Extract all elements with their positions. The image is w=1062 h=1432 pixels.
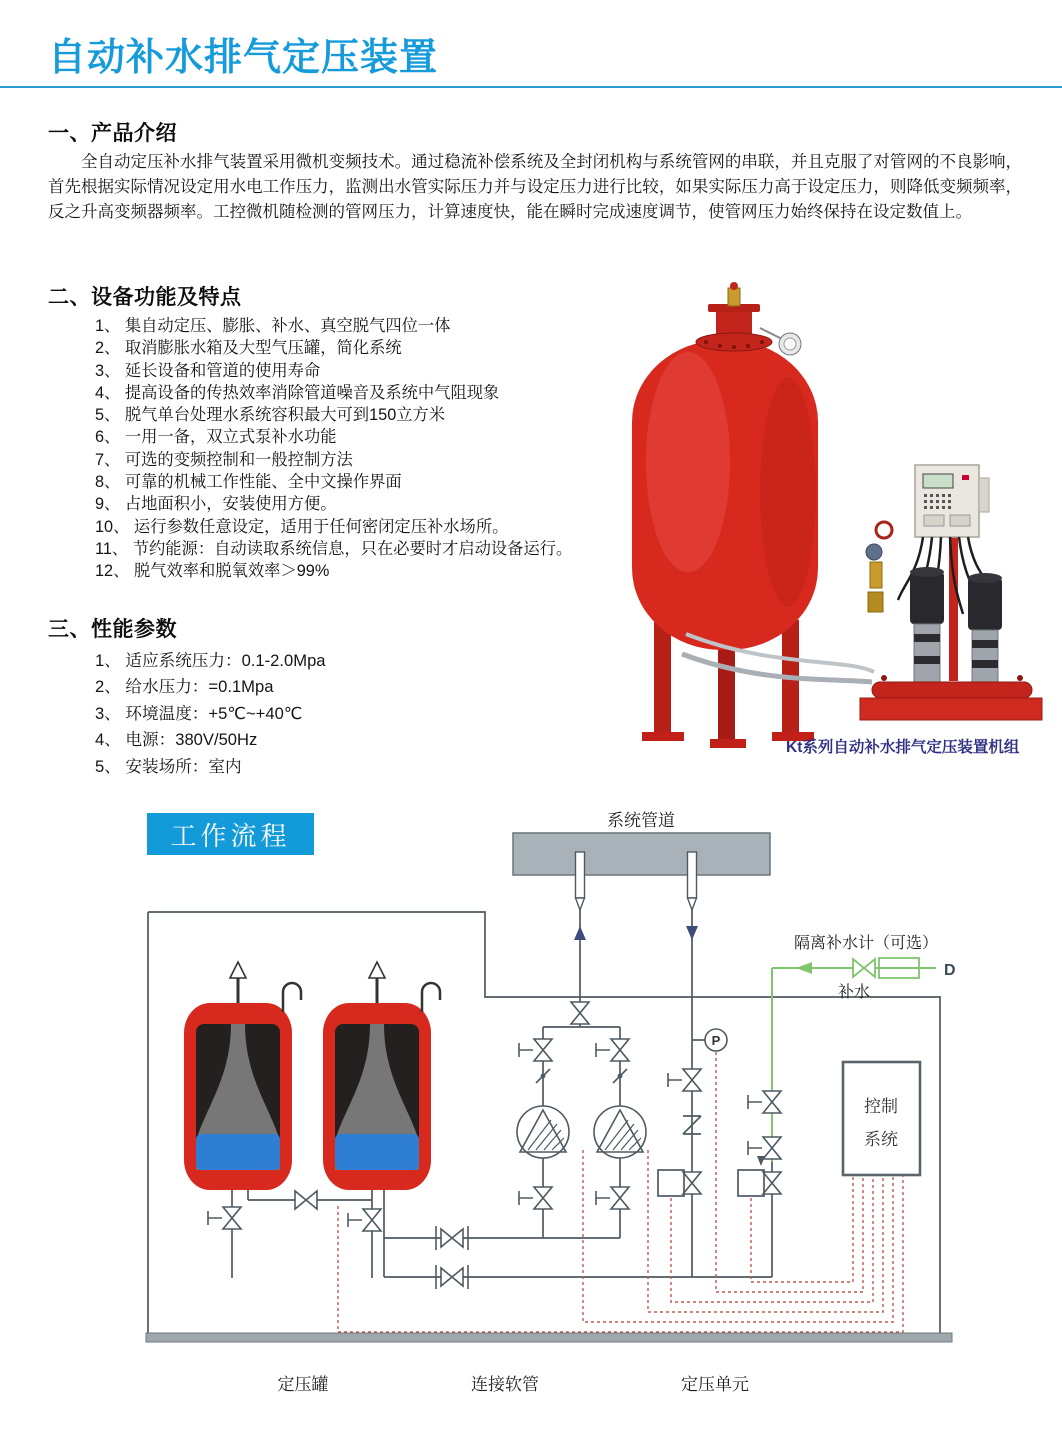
feature-item: 9、 占地面积小，安装使用方便。 — [95, 495, 337, 514]
page-title: 自动补水排气定压装置 — [48, 37, 439, 79]
valve-icon — [208, 1207, 241, 1229]
ground-bar — [146, 1333, 952, 1342]
valve-icon — [596, 1187, 629, 1209]
product-photo — [620, 282, 1056, 748]
workflow-badge: 工作流程 — [147, 813, 314, 855]
param-item: 5、 安装场所：室内 — [95, 756, 242, 776]
control-system-label: 控制 — [864, 1097, 898, 1116]
makeup-source-label: D — [944, 962, 956, 979]
hose-caption: 连接软管 — [471, 1375, 539, 1394]
control-system-label: 系统 — [864, 1130, 898, 1149]
title-divider — [0, 86, 1062, 88]
valve-icon — [683, 1172, 701, 1194]
valve-icon — [596, 1039, 629, 1061]
valve-icon — [763, 1172, 781, 1194]
feature-item: 7、 可选的变频控制和一般控制方法 — [95, 450, 353, 469]
tank-piping — [232, 1190, 384, 1278]
pump-icon — [517, 1106, 569, 1158]
feature-item: 3、 延长设备和管道的使用寿命 — [95, 361, 321, 380]
section-heading-features: 二、设备功能及特点 — [48, 286, 242, 309]
feature-list — [95, 315, 655, 583]
pressure-tank-icon — [323, 962, 440, 1190]
pressure-tank-icon — [184, 962, 301, 1190]
pump-motor-icon — [968, 573, 1002, 684]
valve-icon — [519, 1039, 552, 1061]
feature-item: 4、 提高设备的传热效率消除管道噪音及系统中气阻现象 — [95, 383, 500, 402]
fittings-icon — [866, 522, 892, 612]
feature-item: 10、 运行参数任意设定，适用于任何密闭定压补水场所。 — [95, 517, 509, 536]
return-drop-pipe — [686, 852, 698, 1277]
tank-caption: 定压罐 — [277, 1375, 329, 1394]
figure-caption: Kt系列自动补水排气定压装置机组 — [786, 739, 1020, 756]
unit-caption: 定压单元 — [681, 1375, 749, 1394]
valve-icon — [348, 1209, 381, 1231]
param-item: 4、 电源：380V/50Hz — [95, 730, 258, 750]
section-heading-params: 三、性能参数 — [48, 618, 177, 641]
brass-valve-icon — [728, 282, 740, 306]
flanged-valve-icon — [436, 1265, 468, 1289]
feature-item: 1、 集自动定压、膨胀、补水、真空脱气四位一体 — [95, 317, 451, 335]
param-item: 3、 环境温度：+5℃~+40℃ — [95, 703, 303, 723]
flow-diagram — [0, 790, 1062, 1432]
pressure-gauge-label: P — [711, 1033, 721, 1048]
param-item: 2、 给水压力：=0.1Mpa — [95, 677, 274, 697]
feature-item: 2、 取消膨胀水箱及大型气压罐，简化系统 — [95, 339, 402, 358]
flow-arrow-icon — [757, 1156, 765, 1166]
feature-item: 11、 节约能源：自动读取系统信息，只在必要时才启动设备运行。 — [95, 539, 573, 558]
system-pipe-label: 系统管道 — [607, 811, 675, 830]
param-item: 1、 适应系统压力：0.1-2.0Mpa — [95, 651, 326, 670]
makeup-water-label: 补水 — [837, 984, 871, 1001]
valve-icon — [748, 1137, 781, 1159]
actuator-box — [738, 1170, 764, 1196]
valve-icon — [748, 1091, 781, 1113]
control-system-box — [843, 1062, 920, 1175]
feature-item: 6、 一用一备，双立式泵补水功能 — [95, 428, 337, 447]
system-pipe-bar — [513, 833, 770, 875]
intro-paragraph: 全自动定压补水排气装置采用微机变频技术。通过稳流补偿系统及全封闭机构与系统管网的串联，并且克服了对管网的不良影响，首先根据实际情况设定用水电工作压力，监测出水管实际压力并与设定压力进行比较，如果实际压力高于设定压力，则降低变频频率，反之升高变频器频率。工控微机随检测的管网压力，计算速度快，能在瞬时完成速度调节，使管网压力始终保持在设定数值上。 — [48, 153, 1022, 221]
feature-item: 5、 脱气单台处理水系统容积最大可到150立方米 — [95, 406, 446, 425]
valve-icon — [571, 1002, 589, 1024]
pump-icon — [594, 1106, 646, 1158]
supply-drop-pipe — [574, 852, 586, 1002]
flanged-valve-icon — [436, 1226, 468, 1250]
isolation-meter-label: 隔离补水计（可选） — [793, 935, 939, 952]
actuator-box — [658, 1170, 684, 1196]
section-heading-intro: 一、产品介绍 — [48, 122, 177, 145]
pump-motor-icon — [910, 567, 944, 682]
valve-icon — [519, 1187, 552, 1209]
valve-icon — [668, 1069, 701, 1091]
param-list — [95, 648, 515, 780]
feature-item: 8、 可靠的机械工作性能、全中文操作界面 — [95, 473, 402, 492]
feature-item: 12、 脱气效率和脱氧效率＞99% — [95, 562, 330, 581]
valve-icon — [295, 1191, 317, 1209]
pressure-gauge — [692, 1029, 727, 1051]
